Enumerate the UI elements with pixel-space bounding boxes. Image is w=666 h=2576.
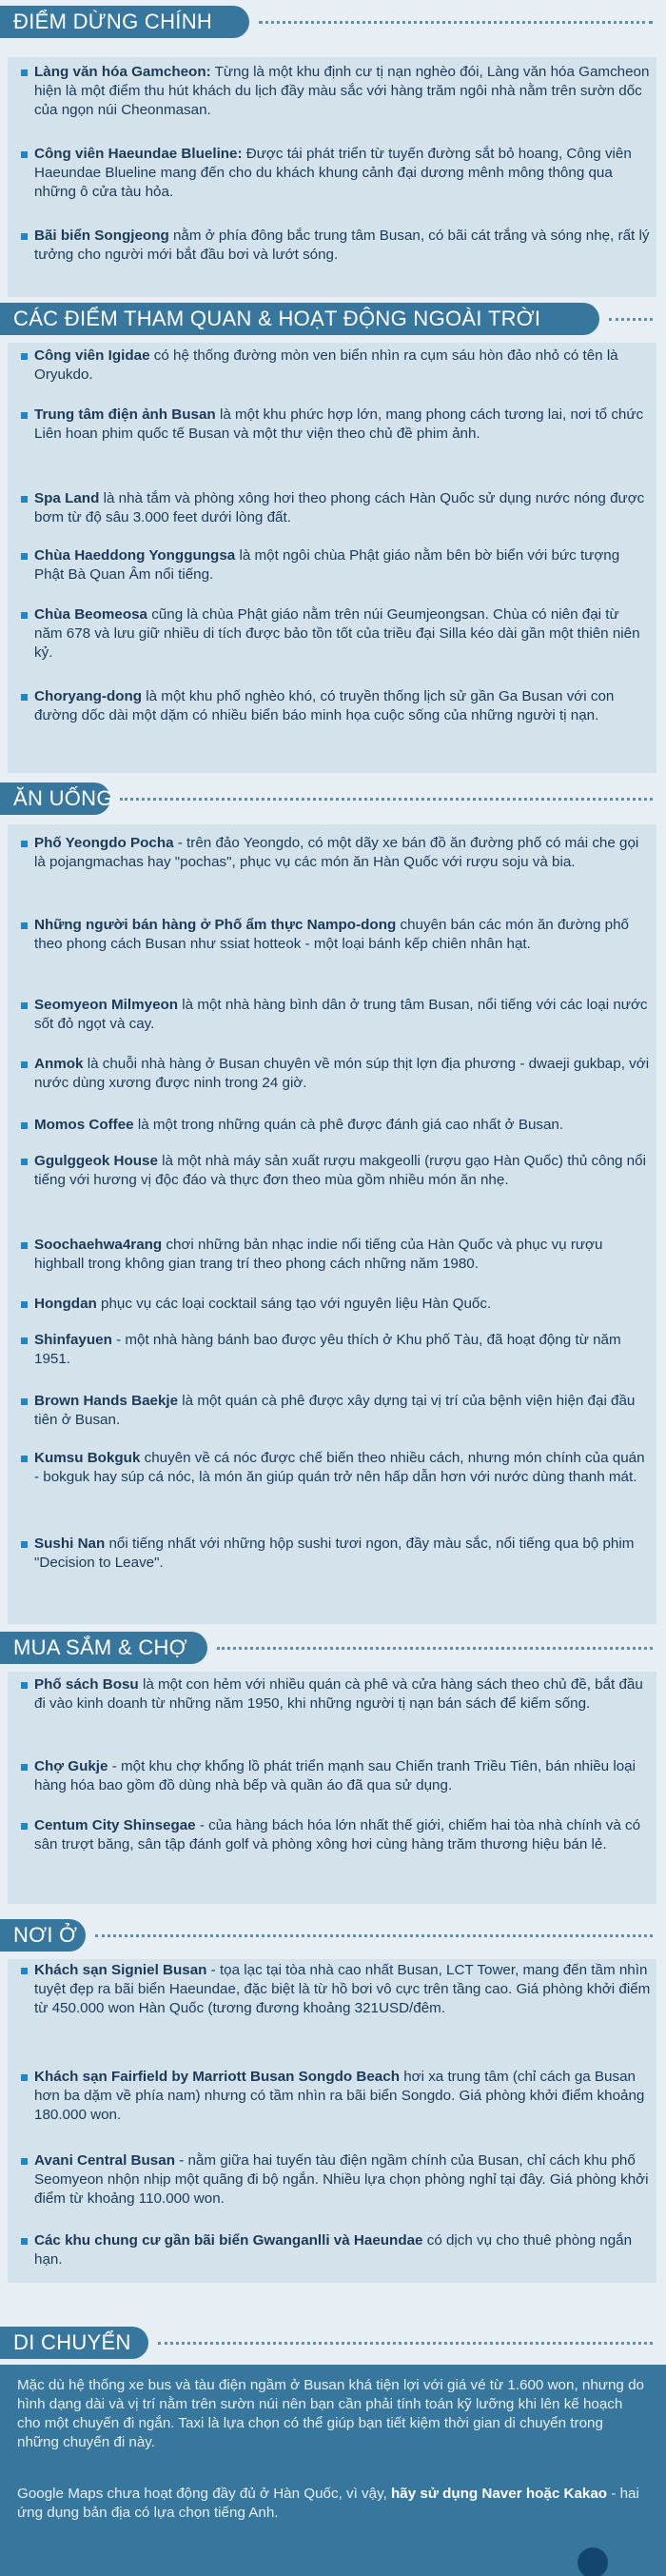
section-title: DI CHUYỂN [0,2327,148,2359]
section-header [0,1628,666,1670]
bullet-icon [21,1541,28,1548]
bullet-icon [21,2074,28,2081]
section-box: Khách sạn Signiel Busan - tọa lạc tại tòa nhà cao nhất Busan, LCT Tower, mang đến tầm nhìn tuyệt đẹp ra bãi biển Haeundae, đặc biệt là từ hồ bơi vô cực trên tầng cao. Giá phòng khởi điểm từ 450.000 won Hàn Quốc (tương đương khoảng 321USD/đêm. Khách sạn Fairfield by Marriott Busan Songdo Beach hơi xa trung tâm (chỉ cách ga Busan hơn ba dặm về phía nam) nhưng có tầm nhìn ra bãi biển Songdo. Giá phòng khởi điểm khoảng 180.000 won. Avani Central Busan - nằm giữa hai tuyến tàu điện ngầm chính của Busan, chỉ cách khu phố Seomyeon nhộn nhịp một quãng đi bộ ngắn. Nhiều lựa chọn phòng nghỉ tại đây. Giá phòng khởi điểm từ khoảng 110.000 won. Các khu chung cư gần bãi biển Gwanganlli và Haeundae có dịch vụ cho thuê phòng ngắn hạn. [8,1959,656,2283]
transport-paragraph-2: Google Maps chưa hoạt động đầy đủ ở Hàn Quốc, vì vậy, hãy sử dụng Naver hoặc Kakao - hai ứng dụng bản địa có lựa chọn tiếng Anh. [17,2486,639,2521]
section-main-stops [0,2,666,263]
dotted-divider [217,1647,653,1650]
bullet-icon [21,694,28,701]
dotted-divider [95,1934,653,1937]
bullet-icon [21,1122,28,1129]
bullet-icon [21,1456,28,1462]
section-header [0,2323,666,2365]
section-title: CÁC ĐIỂM THAM QUAN & HOẠT ĐỘNG NGOÀI TRỜI [0,303,599,335]
bullet-icon [21,1338,28,1344]
transport-box [0,2365,666,2576]
section-food [0,779,666,1571]
transport-paragraph-1: Mặc dù hệ thống xe bus và tàu điện ngầm ở Busan khá tiện lợi với giá vé từ 1.600 won, nhưng do hình dạng dài và vị trí nằm trên sườn núi nên bạn cần phải tính toán kỹ lưỡng khi lên kế hoạch cho một chuyến đi ngắn. Taxi là lựa chọn có thể giúp bạn tiết kiệm thời gian di chuyển trong những chuyến đi này. [17,2377,644,2450]
bullet-icon [21,2238,28,2245]
bullet-icon [21,1301,28,1308]
bullet-icon [21,841,28,847]
section-outdoor [0,299,666,723]
section-header [0,1915,666,1957]
section-header [0,299,666,341]
bullet-icon [21,1242,28,1249]
bullet-icon [21,553,28,560]
section-box: Phố sách Bosu là một con hẻm với nhiều quán cà phê và cửa hàng sách theo chủ đề, bắt đầu đi vào kinh doanh từ những năm 1950, khi những người tị nạn bán sách để kiếm sống. Chợ Gukje - một khu chợ khổng lồ phát triển mạnh sau Chiến tranh Triều Tiên, bán nhiều loại hàng hóa bao gồm đồ dùng nhà bếp và quần áo đã qua sử dụng. Centum City Shinsegae - của hàng bách hóa lớn nhất thế giới, chiếm hai tòa nhà chính và có sân trượt băng, sân tập đánh golf và phòng xông hơi cùng hàng trăm thương hiệu bán lẻ. [8,1672,656,1904]
section-box: Công viên Igidae có hệ thống đường mòn ven biển nhìn ra cụm sáu hòn đảo nhỏ có tên là Oryukdo. Trung tâm điện ảnh Busan là một khu phức hợp lớn, mang phong cách tương lai, nơi tổ chức Liên hoan phim quốc tế Busan và một thư viện theo chủ đề phim ảnh. Spa Land là nhà tắm và phòng xông hơi theo phong cách Hàn Quốc sử dụng nước nóng được bơm từ độ sâu 3.000 feet dưới lòng đất. Chùa Haeddong Yonggungsa là một ngôi chùa Phật giáo nằm bên bờ biển với bức tượng Phật Bà Quan Âm nổi tiếng. Chùa Beomeosa cũng là chùa Phật giáo nằm trên núi Geumjeongsan. Chùa có niên đại từ năm 678 và lưu giữ nhiều di tích được bảo tồn tốt của triều đại Silla kéo dài gần một thiên niên kỷ. Choryang-dong là một khu phố nghèo khó, có truyền thống lịch sử gần Ga Busan với con đường dốc dài một dặm có nhiều biển báo minh họa cuộc sống của những người tị nạn. [8,343,656,773]
section-title: NƠI Ở [0,1919,86,1952]
bullet-icon [21,1398,28,1405]
section-box: Phố Yeongdo Pocha - trên đảo Yeongdo, có một dãy xe bán đồ ăn đường phố có mái che gọi là pojangmachas hay "pochas", phục vụ các món ăn Hàn Quốc với rượu soju và bia. Những người bán hàng ở Phố ẩm thực Nampo-dong chuyên bán các món ăn đường phố theo phong cách Busan như ssiat hotteok - một loại bánh kếp chiên nhân hạt. Seomyeon Milmyeon là một nhà hàng bình dân ở trung tâm Busan, nổi tiếng với các loại nước sốt đỏ ngọt và cay. Anmok là chuỗi nhà hàng ở Busan chuyên về món súp thịt lợn địa phương - dwaeji gukbap, với nước dùng xương được ninh trong 24 giờ. Momos Coffee là một trong những quán cà phê được đánh giá cao nhất ở Busan. Ggulggeok House là một nhà máy sản xuất rượu makgeolli (rượu gạo Hàn Quốc) thủ công nổi tiếng với hương vị độc đáo và thực đơn theo mùa gồm nhiều món ăn nhẹ. Soochaehwa4rang chơi những bản nhạc indie nổi tiếng của Hàn Quốc và phục vụ rượu highball trong không gian trang trí theo phong cách những năm 1980. Hongdan phục vụ các loại cocktail sáng tạo với nguyên liệu Hàn Quốc. Shinfayuen - một nhà hàng bánh bao được yêu thích ở Khu phố Tàu, đã hoạt động từ năm 1951. Brown Hands Baekje là một quán cà phê được xây dựng tại vị trí của bệnh viện hiện đại đầu tiên ở Busan. Kumsu Bokguk chuyên về cá nóc được chế biến theo nhiều cách, nhưng món chính của quán - bokguk hay súp cá nóc, là món ăn giúp quán trở nên hấp dẫn hơn với nước dùng thanh mát. Sushi Nan nổi tiếng nhất với những hộp sushi tươi ngon, đầy màu sắc, nổi tiếng qua bộ phim "Decision to Leave". [8,824,656,1624]
dotted-divider [259,21,653,24]
bullet-icon [21,1764,28,1771]
bullet-icon [21,1968,28,1974]
decorative-circle-icon [578,2547,608,2576]
dotted-divider [120,798,653,801]
bullet-icon [21,353,28,360]
bullet-icon [21,1682,28,1689]
section-transport [0,2323,666,2365]
section-title: ĂN UỐNG [0,783,110,815]
section-header [0,779,666,821]
bullet-icon [21,2158,28,2165]
bullet-icon [21,1002,28,1009]
section-title: MUA SẮM & CHỢ [0,1632,207,1664]
bullet-icon [21,1823,28,1830]
bullet-icon [21,151,28,158]
dotted-divider [158,2342,653,2345]
bullet-icon [21,496,28,503]
section-box: Làng văn hóa Gamcheon: Từng là một khu định cư tị nạn nghèo đói, Làng văn hóa Gamcheon hiện là một điểm thu hút khách du lịch đầy màu sắc với hàng trăm ngôi nhà nằm trên sườn dốc của ngọn núi Cheonmasan. Công viên Haeundae Blueline: Được tái phát triển từ tuyến đường sắt bỏ hoang, Công viên Haeundae Blueline mang đến cho du khách khung cảnh đại dương mênh mông thông qua những ô cửa tàu hỏa. Bãi biển Songjeong nằm ở phía đông bắc trung tâm Busan, có bãi cát trắng và sóng nhẹ, rất lý tưởng cho người mới bắt đầu bơi và lướt sóng. [8,57,656,297]
bullet-icon [21,1159,28,1165]
bullet-icon [21,69,28,76]
bullet-icon [21,233,28,240]
bullet-icon [21,1061,28,1068]
dotted-divider [609,318,653,321]
bullet-icon [21,922,28,929]
section-title: ĐIỂM DỪNG CHÍNH [0,6,249,38]
section-shopping [0,1628,666,1853]
bullet-icon [21,412,28,419]
section-stay [0,1915,666,2268]
bullet-icon [21,612,28,619]
section-header [0,2,666,44]
